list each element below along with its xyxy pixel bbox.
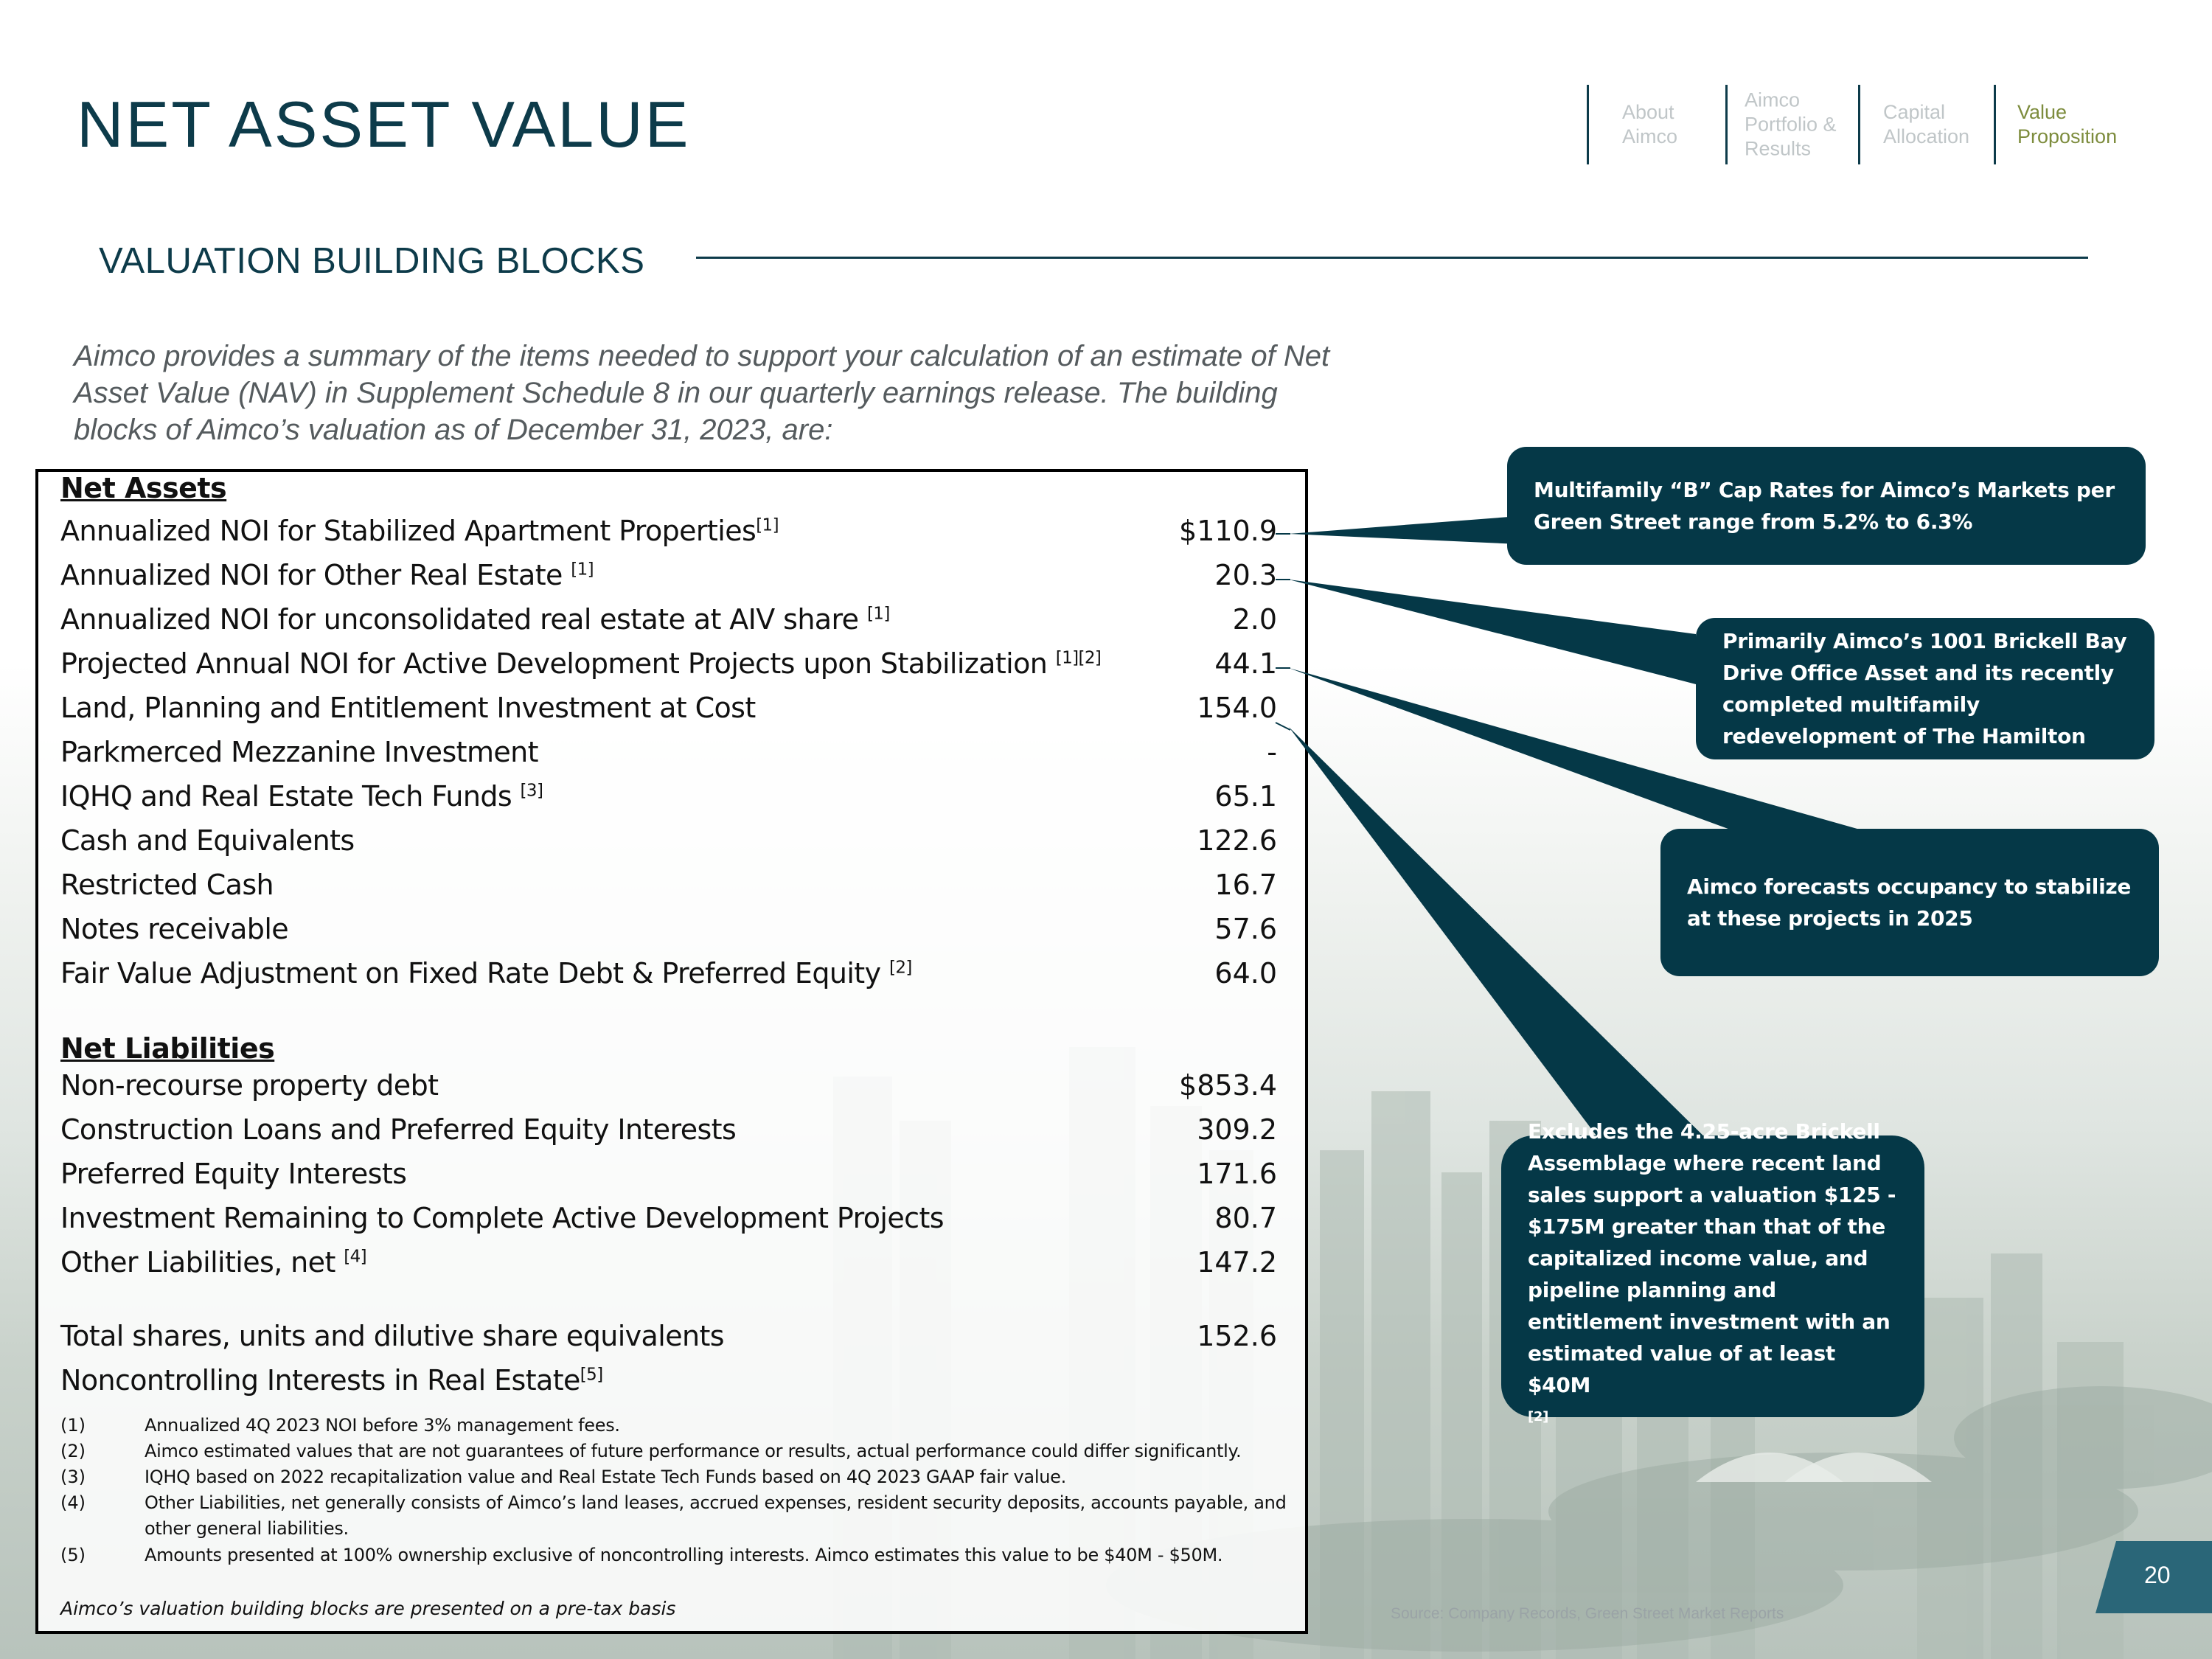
row-footnote-ref: [5]: [580, 1365, 603, 1385]
row-footnote-ref: [1]: [866, 604, 890, 624]
row-label: Preferred Equity Interests: [60, 1158, 407, 1190]
callout-pointer: [1289, 516, 1519, 544]
callout-other-real-estate: [1696, 618, 2154, 759]
callout-footnote-ref: [2]: [1528, 1408, 1549, 1425]
callout-text: Multifamily “B” Cap Rates for Aimco’s Markets per Green Street range from 5.2% to 6.3%: [1534, 478, 2115, 534]
callout-text: Aimco forecasts occupancy to stabilize at these projects in 2025: [1687, 874, 2132, 931]
nav-tab-label: About Aimco: [1622, 101, 1678, 147]
footnote-number: (4): [60, 1492, 86, 1513]
row-value: -: [1267, 736, 1277, 768]
row-value: 57.6: [1214, 913, 1277, 945]
row-label: Noncontrolling Interests in Real Estate: [60, 1364, 580, 1397]
footnote-text: Amounts presented at 100% ownership exclusive of noncontrolling interests. Aimco estimates this value to be $40M - $50M.: [145, 1545, 1223, 1565]
row-label: Annualized NOI for Stabilized Apartment Properties: [60, 515, 757, 547]
row-label: Notes receivable: [60, 913, 289, 945]
row-footnote-ref: [2]: [888, 958, 912, 978]
page-number: 20: [2144, 1562, 2171, 1588]
row-value: 64.0: [1214, 957, 1277, 990]
row-value: 309.2: [1197, 1113, 1277, 1146]
callout-pointer: [1289, 580, 1696, 684]
row-footnote-ref: [3]: [520, 781, 543, 801]
row-label: Land, Planning and Entitlement Investment at Cost: [60, 692, 756, 724]
row-label: Other Liabilities, net: [60, 1246, 335, 1279]
row-footnote-ref: [1][2]: [1055, 648, 1102, 668]
row-label: Projected Annual NOI for Active Development Projects upon Stabilization: [60, 647, 1048, 680]
row-footnote-ref: [4]: [344, 1247, 367, 1267]
nav-tab-label: Capital Allocation: [1883, 101, 1970, 147]
row-label: Parkmerced Mezzanine Investment: [60, 736, 538, 768]
callout-text: Excludes the 4.25-acre Brickell Assemblage where recent land sales support a valuation $125 - $175M greater than that of the capitalized income value, and pipeline planning and entitlement investment with an estimated value of at least $40M: [1528, 1119, 1896, 1397]
nav-tab-label: Aimco Portfolio & Results: [1745, 88, 1837, 160]
footnote-text: Other Liabilities, net generally consists of Aimco’s land leases, accrued expenses, resident security deposits, accounts payable, and other general liabilities.: [145, 1492, 1287, 1539]
net-assets-header: Net Assets: [60, 472, 227, 504]
page-number-badge: [2096, 1541, 2212, 1613]
row-value: 44.1: [1214, 647, 1277, 680]
row-value: 16.7: [1214, 869, 1277, 901]
callout-land-investment: [1501, 1119, 1924, 1425]
footnote-number: (2): [60, 1441, 86, 1461]
footnote-number: (1): [60, 1415, 86, 1436]
section-subtitle: VALUATION BUILDING BLOCKS: [99, 241, 645, 281]
row-value: 2.0: [1232, 603, 1277, 636]
row-value: 80.7: [1214, 1202, 1277, 1234]
row-label: Restricted Cash: [60, 869, 274, 901]
row-value: 152.6: [1197, 1320, 1277, 1352]
row-value: $853.4: [1179, 1069, 1277, 1102]
intro-paragraph: Aimco provides a summary of the items needed to support your calculation of an estimate of Net Asset Value (NAV) in Supplement Schedule 8 in our quarterly earnings release. The building blocks of Aimco’s valuation as of December 31, 2023, are:: [74, 340, 1330, 446]
row-label: Annualized NOI for Other Real Estate: [60, 559, 563, 591]
callout-occupancy: [1660, 829, 2159, 976]
footnote-text: IQHQ based on 2022 recapitalization value and Real Estate Tech Funds based on 4Q 2023 GAAP fair value.: [145, 1467, 1066, 1487]
row-label: Fair Value Adjustment on Fixed Rate Debt & Preferred Equity: [60, 957, 881, 990]
row-label: Non-recourse property debt: [60, 1069, 439, 1102]
row-value: 65.1: [1214, 780, 1277, 813]
page-title: NET ASSET VALUE: [77, 88, 691, 161]
row-label: Annualized NOI for unconsolidated real estate at AIV share: [60, 603, 859, 636]
row-value: 147.2: [1197, 1246, 1277, 1279]
footnote-text: Annualized 4Q 2023 NOI before 3% management fees.: [145, 1415, 620, 1436]
row-label: Investment Remaining to Complete Active Development Projects: [60, 1202, 944, 1234]
callout-text: Primarily Aimco’s 1001 Brickell Bay Drive Office Asset and its recently completed multifamily redevelopment of The Hamilton: [1722, 629, 2127, 748]
row-footnote-ref: [1]: [756, 515, 779, 535]
row-value: 154.0: [1197, 692, 1277, 724]
footnote-number: (5): [60, 1545, 86, 1565]
row-value: 122.6: [1197, 824, 1277, 857]
row-label: Total shares, units and dilutive share equivalents: [60, 1320, 724, 1352]
source-note: Source: Company Records, Green Street Market Reports: [1391, 1605, 1784, 1622]
row-label: IQHQ and Real Estate Tech Funds: [60, 780, 512, 813]
footnote-text: Aimco estimated values that are not guarantees of future performance or results, actual performance could differ significantly.: [145, 1441, 1242, 1461]
pretax-note: Aimco’s valuation building blocks are presented on a pre-tax basis: [60, 1598, 676, 1619]
footnote-number: (3): [60, 1467, 86, 1487]
callout-cap-rates: [1507, 447, 2146, 565]
row-value: $110.9: [1179, 515, 1277, 547]
row-value: 171.6: [1197, 1158, 1277, 1190]
row-footnote-ref: [1]: [571, 560, 594, 580]
nav-tab-label: Value Proposition: [2017, 101, 2118, 147]
row-label: Cash and Equivalents: [60, 824, 355, 857]
row-value: 20.3: [1214, 559, 1277, 591]
net-liabilities-header: Net Liabilities: [60, 1032, 275, 1065]
row-label: Construction Loans and Preferred Equity Interests: [60, 1113, 737, 1146]
